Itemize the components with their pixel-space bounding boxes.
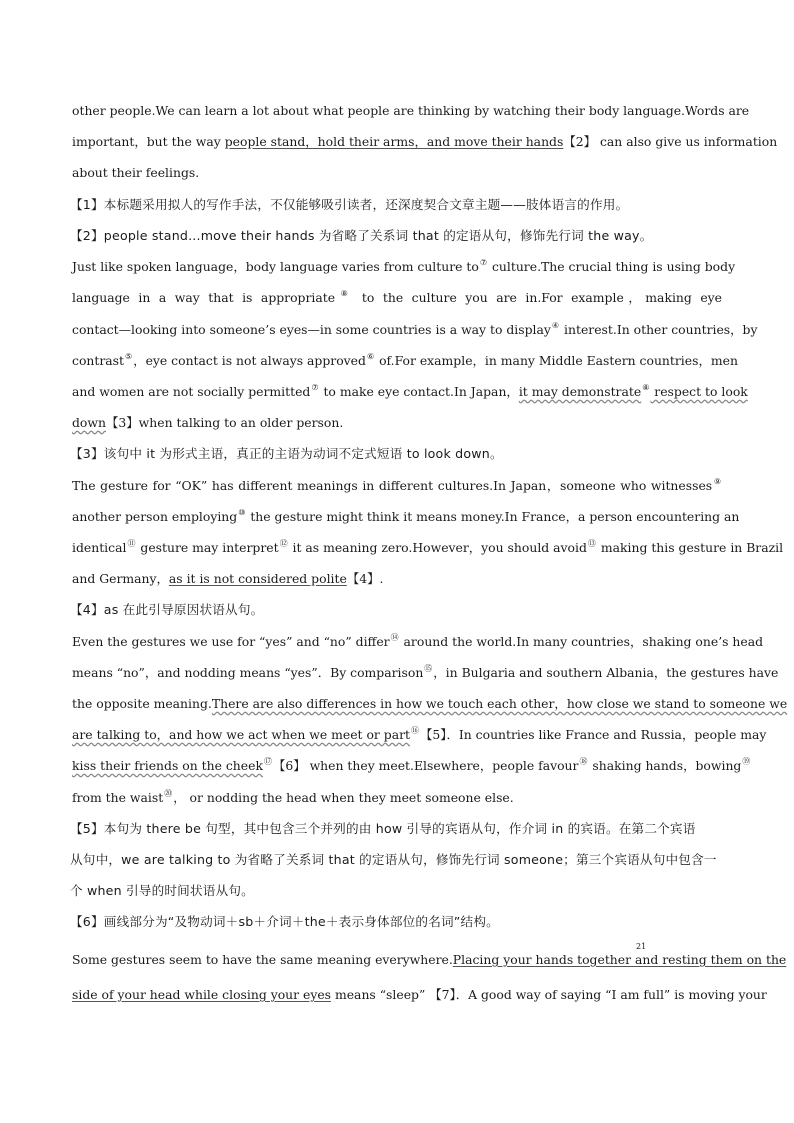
text: culture.The crucial thing is using body bbox=[488, 259, 736, 274]
note-text: 【1】本标题采用拟人的写作手法，不仅能够吸引读者，还深度契合文章主题——肢体语言的作用。 bbox=[70, 197, 629, 212]
text-line-8 bbox=[72, 383, 748, 400]
text-line-18 bbox=[72, 757, 751, 774]
footnote-mark: ⑫ bbox=[279, 539, 288, 548]
text-line-15 bbox=[72, 664, 779, 681]
text: ，in Bulgaria and southern Albania，the gestures have bbox=[433, 665, 779, 680]
text: another person employing bbox=[72, 509, 238, 524]
text: can also give us information bbox=[599, 134, 778, 149]
text-line-13 bbox=[72, 571, 722, 587]
note-text: 【3】该句中 it 为形式主语，真正的主语为动词不定式短语 to look down。 bbox=[70, 446, 503, 461]
note-text: 【6】画线部分为“及物动词＋sb＋介词＋the＋表示身体部位的名词”结构。 bbox=[70, 914, 499, 929]
footnote-mark: ⑧ bbox=[336, 289, 353, 298]
text-line-12 bbox=[72, 539, 784, 556]
underlined-text: There are also differences in how we touch each other，how close we stand to someone we bbox=[211, 696, 788, 711]
underlined-text: side of your head while closing your eyes bbox=[72, 987, 332, 1002]
note-1 bbox=[70, 197, 720, 213]
footnote-number: 21 bbox=[636, 942, 647, 951]
text-line-17 bbox=[72, 726, 767, 743]
text: identical bbox=[72, 540, 127, 555]
footnote-mark: ⑦ bbox=[311, 383, 319, 392]
footnote-mark: ⑲ bbox=[742, 757, 751, 766]
footnote-mark: ⑥ bbox=[366, 352, 375, 361]
underlined-text: as it is not considered polite bbox=[168, 571, 347, 586]
underlined-text: are talking to，and how we act when we meet or part bbox=[72, 727, 410, 742]
text: 【3】when talking to an older person. bbox=[105, 415, 344, 430]
text: Some gestures seem to have the same meaning everywhere. bbox=[72, 952, 453, 967]
text: gesture may interpret bbox=[136, 540, 279, 555]
text: ，eye contact is not always approved bbox=[133, 353, 366, 368]
text: to the culture you are in.For example，making eye bbox=[353, 290, 723, 305]
note-2 bbox=[70, 228, 720, 244]
text-line-7 bbox=[72, 352, 738, 369]
note-marker: 【2】 bbox=[563, 134, 597, 149]
footnote-mark: ④ bbox=[551, 321, 560, 330]
text: shaking hands，bowing bbox=[588, 758, 742, 773]
note-3 bbox=[70, 446, 720, 462]
text: the gesture might think it means money.In France，a person encountering an bbox=[246, 509, 740, 524]
text-line-4 bbox=[72, 258, 736, 275]
text: and women are not socially permitted bbox=[72, 384, 311, 399]
text: 【5】．In countries like France and Russia，people may bbox=[420, 727, 767, 742]
text: Just like spoken language，body language varies from culture to bbox=[72, 259, 479, 274]
text: 【4】. bbox=[346, 571, 384, 586]
underlined-text: respect to look bbox=[650, 384, 748, 399]
footnote-mark: ⑱ bbox=[579, 757, 588, 766]
text: Even the gestures we use for “yes” and “no” differ bbox=[72, 634, 390, 649]
text: other people.We can learn a lot about what people are thinking by watching their body language.Words are bbox=[72, 103, 750, 118]
underlined-text: down bbox=[72, 415, 106, 430]
text-line-6 bbox=[72, 321, 758, 338]
footnote-mark: ⑬ bbox=[587, 539, 596, 548]
note-5-line-2 bbox=[70, 852, 720, 868]
underlined-text: people stand，hold their arms，and move their hands bbox=[224, 134, 564, 149]
text-line-9 bbox=[72, 415, 722, 431]
note-4 bbox=[70, 602, 720, 618]
note-text: 从句中，we are talking to 为省略了关系词 that 的定语从句，修饰先行词 someone；第三个宾语从句中包含一 bbox=[70, 852, 717, 867]
note-text: 【4】as 在此引导原因状语从句。 bbox=[70, 602, 264, 617]
text: means “no”，and nodding means “yes”．By comparison bbox=[72, 665, 424, 680]
text: language in a way that is appropriate bbox=[72, 290, 336, 305]
note-5-line-1 bbox=[70, 821, 720, 837]
text-line-11 bbox=[72, 508, 740, 525]
note-text: 【5】本句为 there be 句型，其中包含三个并列的由 how 引导的宾语从句，作介词 in 的宾语。在第二个宾语 bbox=[70, 821, 696, 836]
underlined-text: Placing your hands together and resting them on the bbox=[452, 952, 787, 967]
text: important，but the way bbox=[72, 134, 225, 149]
footnote-mark: ⑳ bbox=[164, 789, 173, 798]
text: from the waist bbox=[72, 790, 164, 805]
text: around the world.In many countries，shaking one’s head bbox=[399, 634, 764, 649]
note-6 bbox=[70, 914, 720, 930]
underlined-text: it may demonstrate bbox=[518, 384, 642, 399]
footnote-mark: ⑰ bbox=[263, 757, 272, 766]
text-line-21 bbox=[72, 987, 767, 1003]
text: making this gesture in Brazil bbox=[596, 540, 784, 555]
text-line-19 bbox=[72, 790, 722, 806]
note-text: 个 when 引导的时间状语从句。 bbox=[70, 883, 254, 898]
note-5-line-3 bbox=[70, 883, 720, 899]
text-line-20 bbox=[72, 952, 787, 968]
text: the opposite meaning. bbox=[72, 696, 212, 711]
footnote-mark: ⑭ bbox=[390, 633, 399, 642]
text-line-1 bbox=[72, 103, 750, 119]
text-line-10 bbox=[72, 478, 722, 494]
footnote-mark: ⑤ bbox=[125, 352, 133, 361]
text: about their feelings. bbox=[72, 165, 200, 180]
text-line-2 bbox=[72, 134, 778, 150]
underlined-text: kiss their friends on the cheek bbox=[72, 758, 263, 773]
footnote-mark: ⑧ bbox=[642, 383, 650, 392]
text: ， or nodding the head when they meet someone else. bbox=[173, 790, 514, 805]
text: means “sleep” 【7】．A good way of saying “I am full” is moving your bbox=[331, 987, 767, 1002]
text: of.For example，in many Middle Eastern countries，men bbox=[375, 353, 738, 368]
footnote-mark: ⑪ bbox=[127, 539, 136, 548]
text-line-5 bbox=[72, 290, 722, 306]
note-text: 【2】people stand...move their hands 为省略了关系词 that 的定语从句，修饰先行词 the way。 bbox=[70, 228, 653, 243]
text: it as meaning zero.However，you should avoid bbox=[288, 540, 587, 555]
footnote-mark: ⑮ bbox=[424, 664, 433, 673]
text-line-16 bbox=[72, 696, 788, 712]
text-line-14 bbox=[72, 633, 764, 650]
footnote-mark: ⑨ bbox=[713, 477, 721, 486]
footnote-mark: ⑯ bbox=[411, 726, 419, 735]
text: and Germany， bbox=[72, 571, 169, 586]
text: to make eye contact.In Japan， bbox=[319, 384, 519, 399]
footnote-mark: ⑦ bbox=[479, 258, 488, 267]
text: interest.In other countries，by bbox=[560, 322, 758, 337]
text-line-3 bbox=[72, 165, 722, 181]
text: 【6】 when they meet.Elsewhere，people favour bbox=[272, 758, 579, 773]
text: contact—looking into someone’s eyes—in some countries is a way to display bbox=[72, 322, 551, 337]
text: contrast bbox=[72, 353, 125, 368]
footnote-mark: ⑩ bbox=[238, 508, 246, 517]
text: The gesture for “OK” has different meanings in different cultures.In Japan，someone who witnesses bbox=[72, 478, 713, 493]
